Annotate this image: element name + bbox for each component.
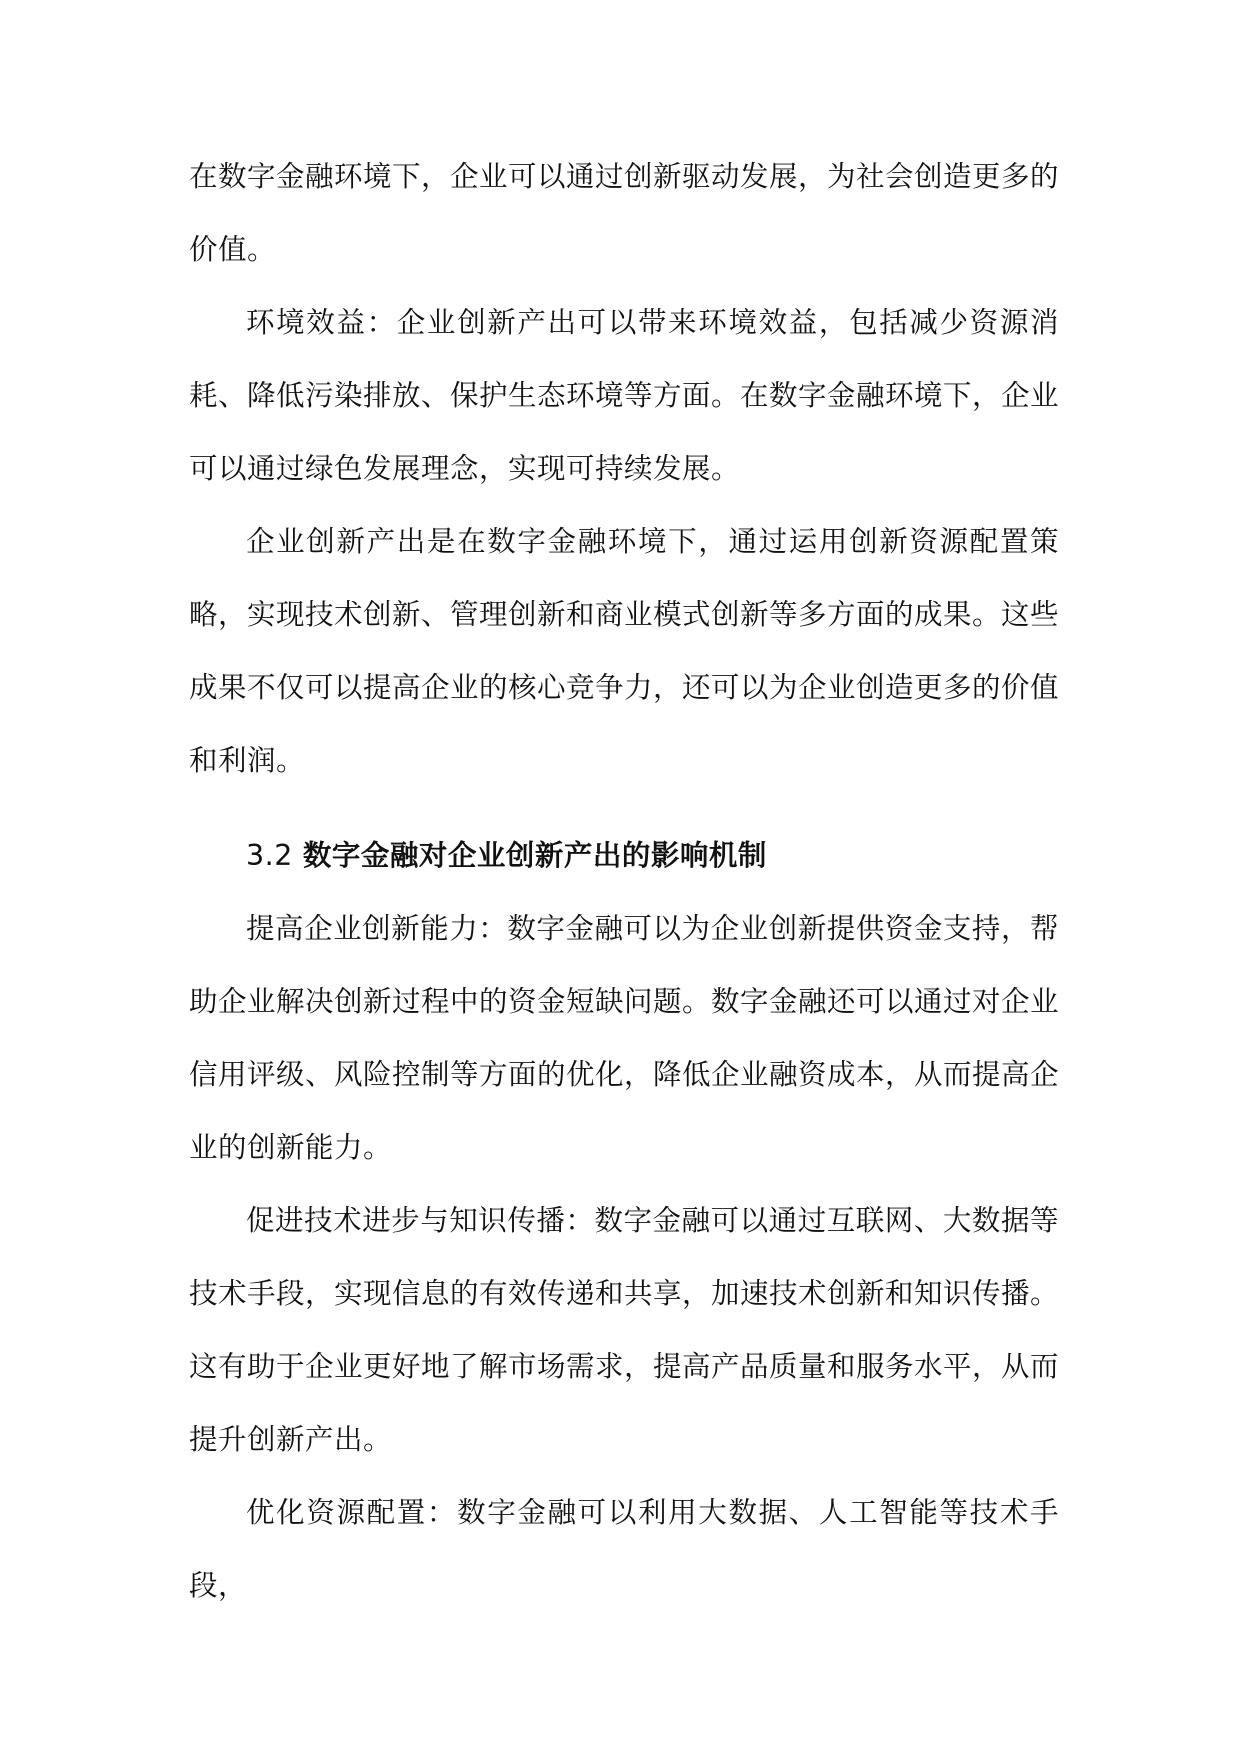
paragraph-innovation-output-summary: 企业创新产出是在数字金融环境下，通过运用创新资源配置策略，实现技术创新、管理创新和商业模式创新等多方面的成果。这些成果不仅可以提高企业的核心竞争力，还可以为企业创造更多的价值和利润。	[189, 525, 1060, 777]
section-title: 数字金融对企业创新产出的影响机制	[302, 839, 767, 872]
section-number: 3.2	[246, 839, 293, 872]
paragraph-environmental-benefit: 环境效益：企业创新产出可以带来环境效益，包括减少资源消耗、降低污染排放、保护生态环境等方面。在数字金融环境下，企业可以通过绿色发展理念，实现可持续发展。	[189, 306, 1060, 485]
section-heading	[189, 819, 1059, 892]
paragraph-resource-allocation: 优化资源配置：数字金融可以利用大数据、人工智能等技术手段，	[189, 1496, 1059, 1602]
body-text	[189, 140, 1059, 1622]
paragraph-technology-knowledge: 促进技术进步与知识传播：数字金融可以通过互联网、大数据等技术手段，实现信息的有效传递和共享，加速技术创新和知识传播。这有助于企业更好地了解市场需求，提高产品质量和服务水平，从而提升创新产出。	[189, 1204, 1060, 1456]
paragraph-innovation-capability: 提高企业创新能力：数字金融可以为企业创新提供资金支持，帮助企业解决创新过程中的资金短缺问题。数字金融还可以通过对企业信用评级、风险控制等方面的优化，降低企业融资成本，从而提高企业的创新能力。	[189, 912, 1060, 1164]
paragraph-continued-value: 在数字金融环境下，企业可以通过创新驱动发展，为社会创造更多的价值。	[189, 160, 1060, 266]
